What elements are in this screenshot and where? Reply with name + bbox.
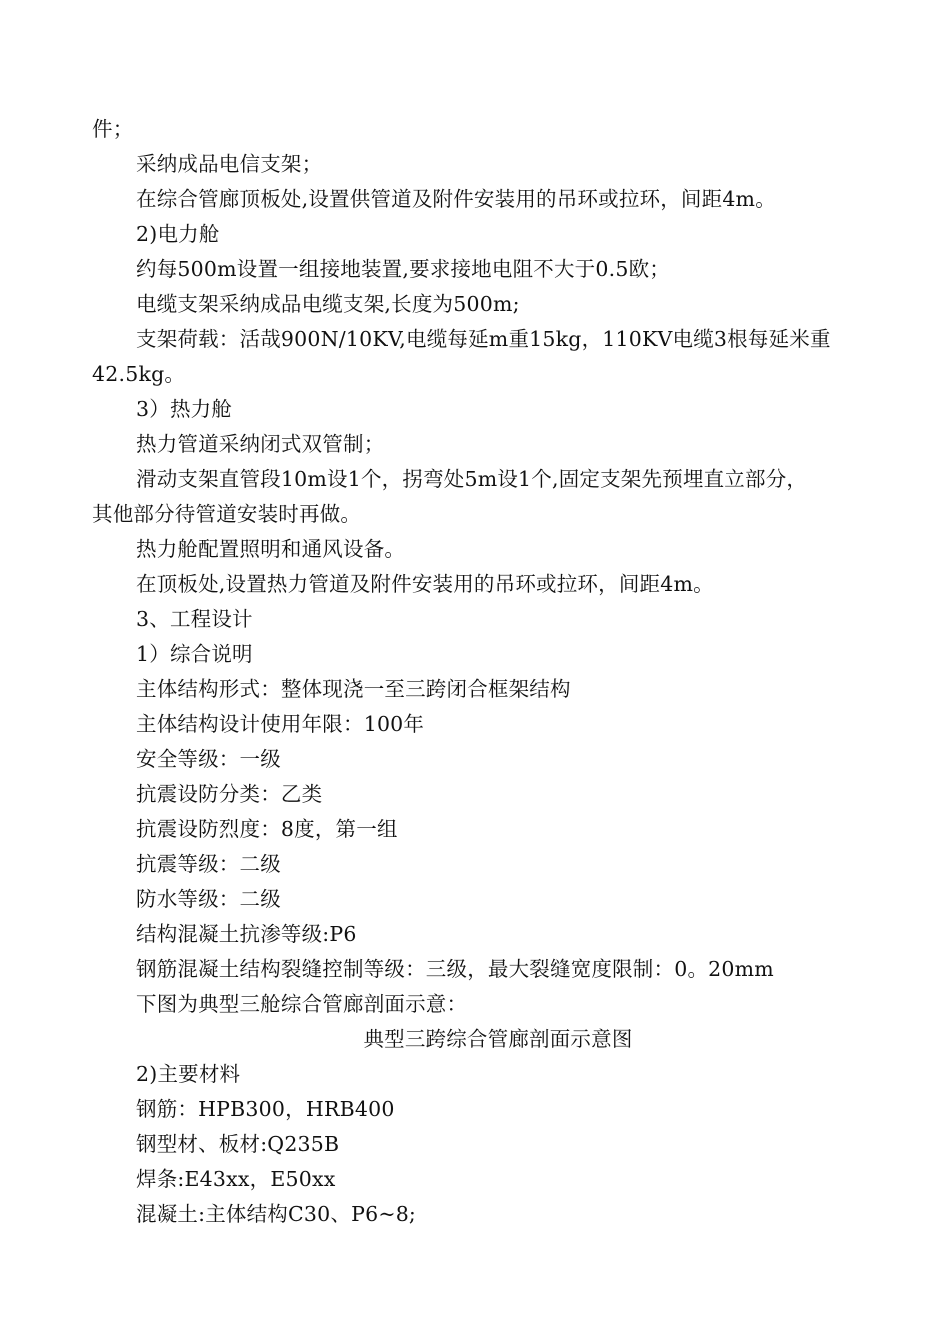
section-heading: 3、工程设计 bbox=[136, 607, 253, 631]
text-line-continuation: 其他部分待管道安装时再做。 bbox=[92, 502, 362, 526]
text-line: 采纳成品电信支架； bbox=[136, 152, 323, 176]
text-line: 抗震设防烈度：8度，第一组 bbox=[136, 817, 398, 841]
text-line: 电缆支架采纳成品电缆支架,长度为500m; bbox=[136, 292, 520, 316]
text-line: 约每500m设置一组接地装置,要求接地电阻不大于0.5欧； bbox=[136, 257, 670, 281]
text-line: 热力舱配置照明和通风设备。 bbox=[136, 537, 406, 561]
figure-caption: 典型三跨综合管廊剖面示意图 bbox=[363, 1027, 633, 1051]
text-line: 焊条:E43xx，E50xx bbox=[136, 1167, 336, 1191]
text-line: 抗震设防分类：乙类 bbox=[136, 782, 323, 806]
document-page bbox=[0, 112, 950, 1232]
text-line: 抗震等级：二级 bbox=[136, 852, 281, 876]
text-line-continuation: 件； bbox=[92, 117, 134, 141]
text-line: 在顶板处,设置热力管道及附件安装用的吊环或拉环，间距4m。 bbox=[136, 572, 714, 596]
section-heading: 2)主要材料 bbox=[136, 1062, 241, 1086]
text-line: 安全等级：一级 bbox=[136, 747, 281, 771]
text-line: 混凝土:主体结构C30、P6~8; bbox=[136, 1202, 417, 1226]
text-line-continuation: 42.5kg。 bbox=[92, 362, 186, 386]
section-heading: 1）综合说明 bbox=[136, 642, 253, 666]
section-heading: 2)电力舱 bbox=[136, 222, 220, 246]
text-line: 主体结构形式：整体现浇一至三跨闭合框架结构 bbox=[136, 677, 571, 701]
text-line: 滑动支架直管段10m设1个，拐弯处5m设1个,固定支架先预埋直立部分， bbox=[136, 467, 808, 491]
text-line: 钢筋混凝土结构裂缝控制等级：三级，最大裂缝宽度限制：0。20mm bbox=[136, 957, 774, 981]
text-line: 钢筋：HPB300，HRB400 bbox=[136, 1097, 395, 1121]
text-line: 钢型材、板材:Q235B bbox=[136, 1132, 340, 1156]
text-line: 热力管道采纳闭式双管制； bbox=[136, 432, 385, 456]
text-line: 支架荷载：活哉900N/10KV,电缆每延m重15kg，110KV电缆3根每延米重 bbox=[136, 327, 831, 351]
text-line: 主体结构设计使用年限：100年 bbox=[136, 712, 425, 736]
text-line: 防水等级：二级 bbox=[136, 887, 281, 911]
text-line: 结构混凝土抗渗等级:P6 bbox=[136, 922, 357, 946]
section-heading: 3）热力舱 bbox=[136, 397, 233, 421]
text-line: 下图为典型三舱综合管廊剖面示意： bbox=[136, 992, 468, 1016]
text-line: 在综合管廊顶板处,设置供管道及附件安装用的吊环或拉环，间距4m。 bbox=[136, 187, 776, 211]
